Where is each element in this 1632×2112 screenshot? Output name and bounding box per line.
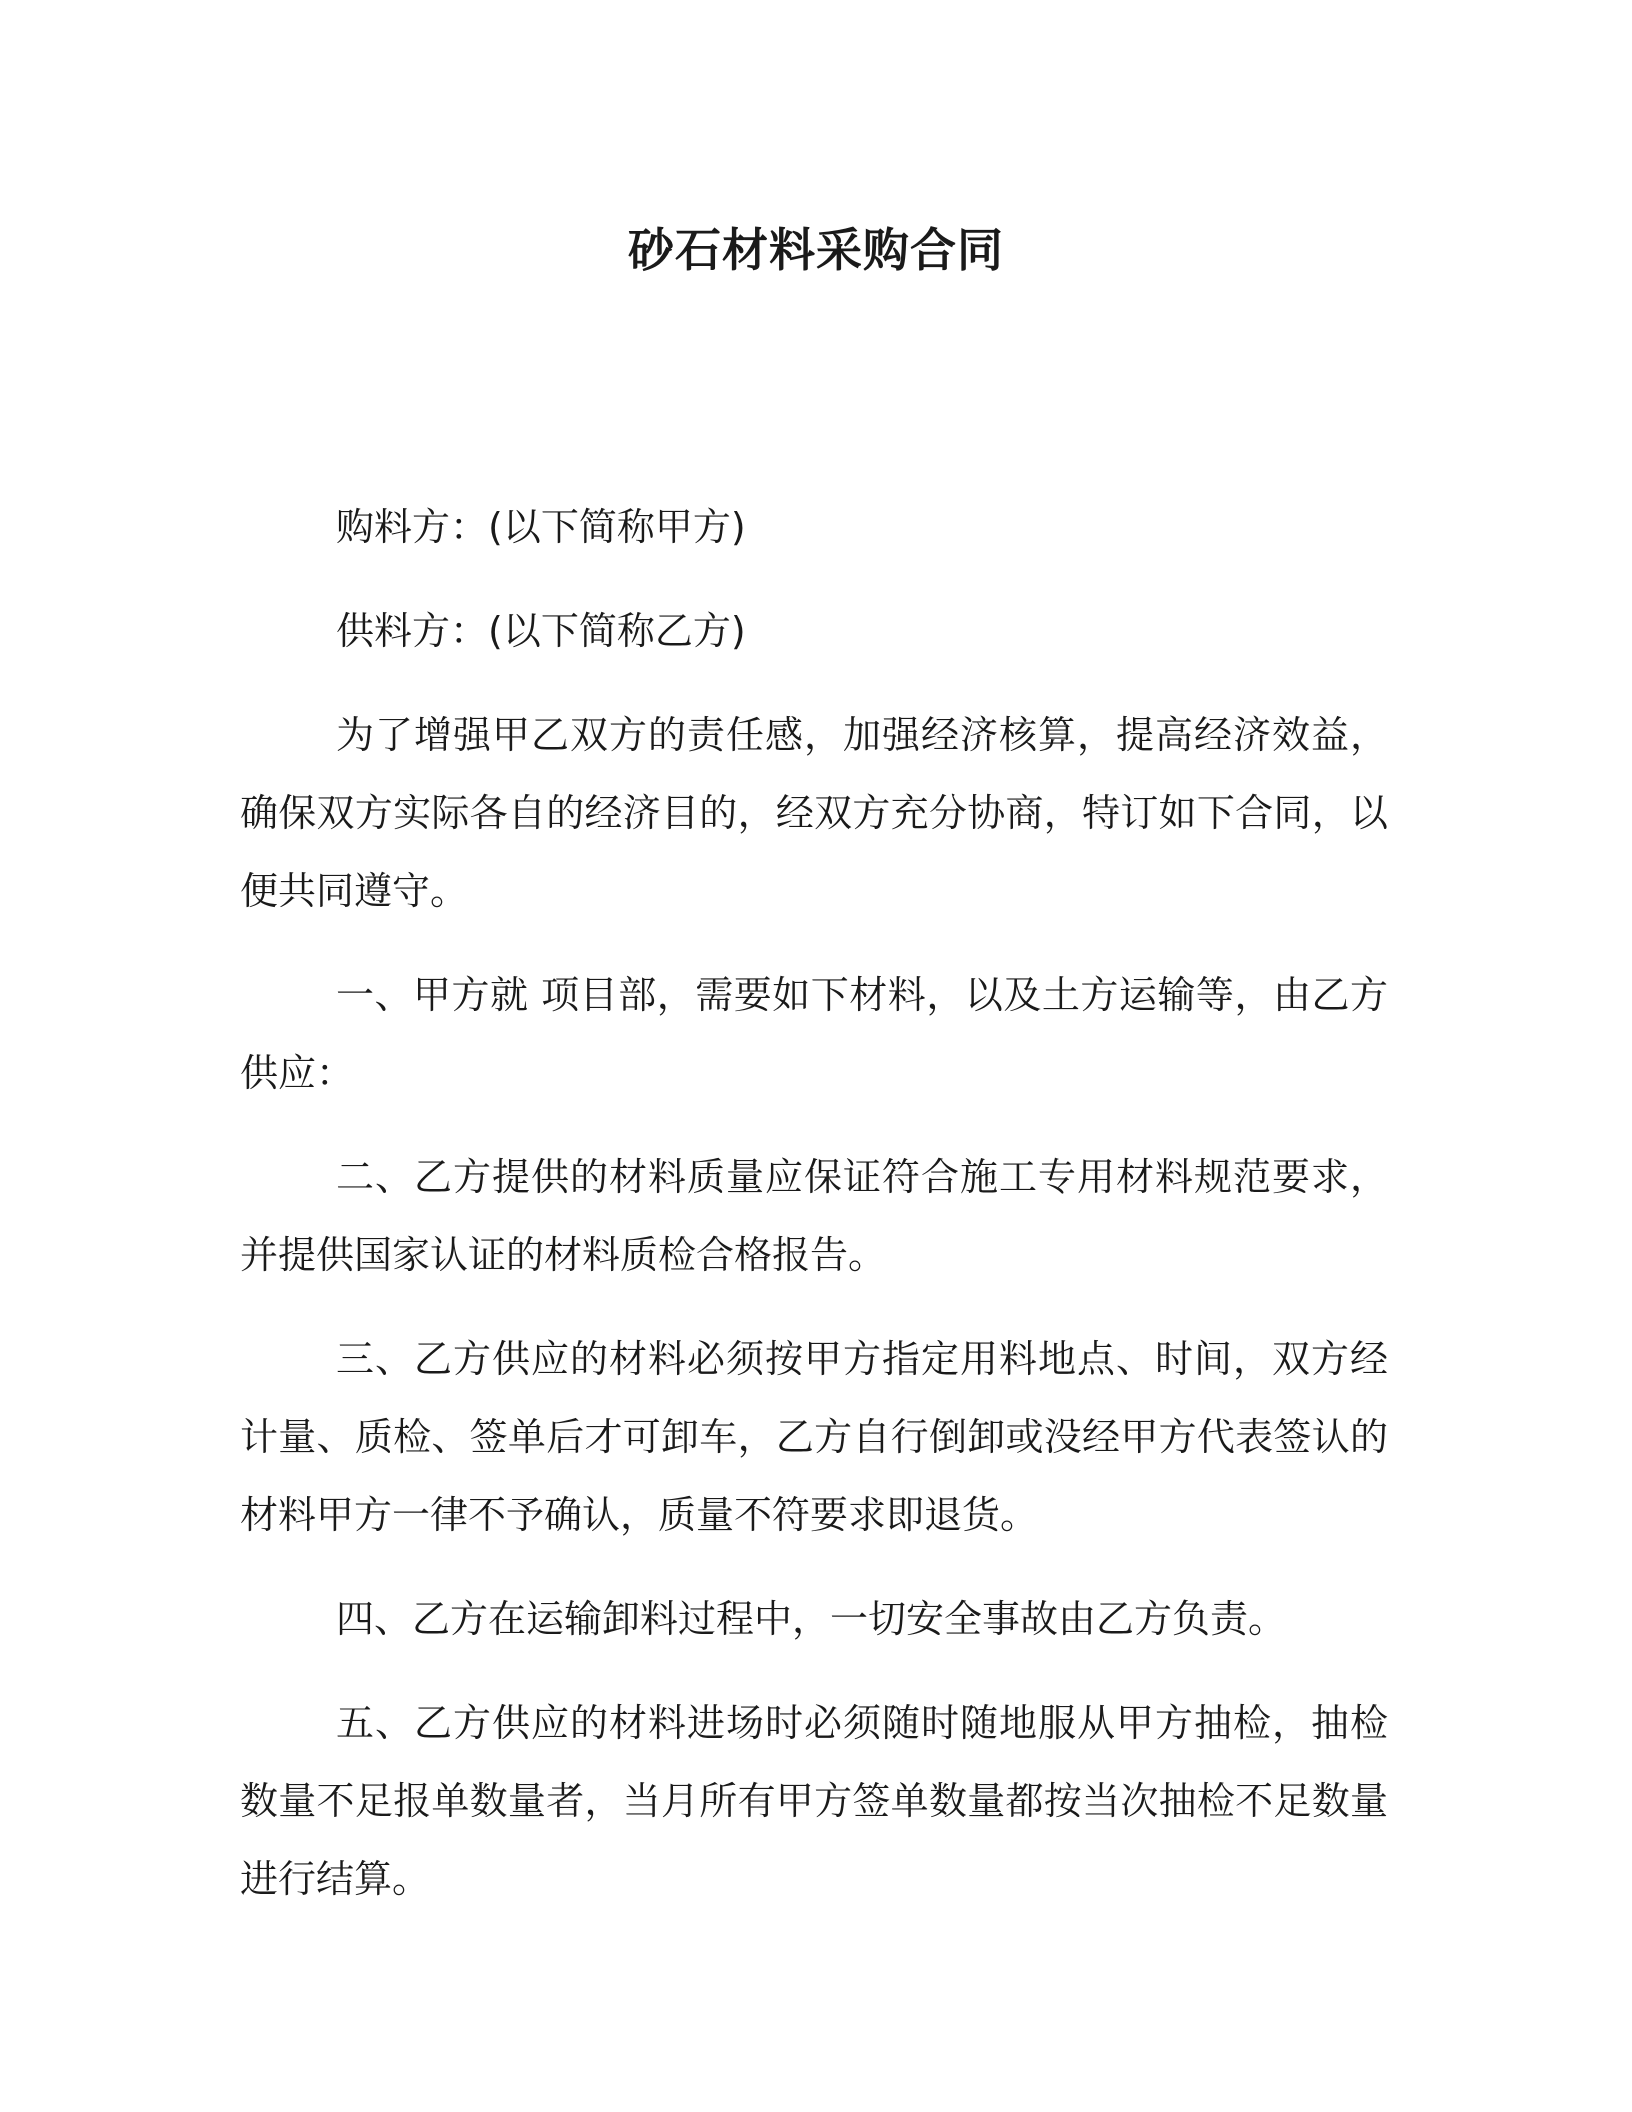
buyer-note: (以下简称甲方): [488, 505, 746, 549]
buyer-label: 购料方：: [336, 505, 489, 549]
supplier-label: 供料方：: [336, 609, 489, 653]
preamble-paragraph: 为了增强甲乙双方的责任感，加强经济核算，提高经济效益，确保双方实际各自的经济目的，经双方充分协商，特订如下合同，以便共同遵守。: [240, 713, 1388, 913]
supplier-party-line: [240, 592, 1388, 670]
clause-5-paragraph: 五、乙方供应的材料进场时必须随时随地服从甲方抽检，抽检数量不足报单数量者，当月所有甲方签单数量都按当次抽检不足数量进行结算。: [240, 1701, 1388, 1901]
buyer-party-line: [240, 488, 1388, 566]
supplier-note: (以下简称乙方): [488, 609, 746, 653]
clause-1-paragraph: 一、甲方就 项目部，需要如下材料，以及土方运输等，由乙方供应：: [240, 973, 1388, 1095]
document-title: 砂石材料采购合同: [628, 223, 1004, 277]
clause-2-paragraph: 二、乙方提供的材料质量应保证符合施工专用材料规范要求，并提供国家认证的材料质检合格报告。: [240, 1155, 1388, 1277]
clause-4-paragraph: 四、乙方在运输卸料过程中，一切安全事故由乙方负责。: [336, 1597, 1287, 1641]
document-body: [240, 488, 1388, 1944]
clause-3-paragraph: 三、乙方供应的材料必须按甲方指定用料地点、时间，双方经计量、质检、签单后才可卸车，乙方自行倒卸或没经甲方代表签认的材料甲方一律不予确认，质量不符要求即退货。: [240, 1337, 1388, 1537]
